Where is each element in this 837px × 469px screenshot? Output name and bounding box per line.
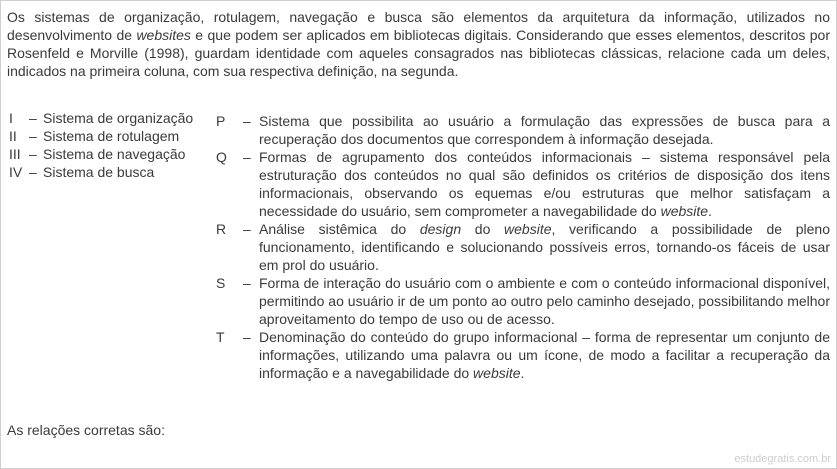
definition-text-segment: , verificando a possibilidade de pleno funcionamento, identificando e solucionando possíveis erros, tornando-os fáceis de usar em prol do usuário. xyxy=(259,221,830,273)
definition-letter: P xyxy=(216,113,226,129)
definition-italic-design: design xyxy=(419,221,462,237)
definition-row-r xyxy=(216,220,830,274)
intro-text-1: Os sistemas de organização, rotulagem, navegação e busca são elementos da arquitetura da informação, utilizados no desenvolvimento de xyxy=(7,9,830,43)
dash-separator: – xyxy=(29,110,37,126)
dash-separator: – xyxy=(243,221,251,237)
definition-text-segment: Sistema que possibilita ao usuário a formulação das expressões de busca para a recuperação dos documentos que correspondem à informação desejada. xyxy=(259,113,830,147)
dash-separator: – xyxy=(29,146,37,162)
definition-letter: T xyxy=(216,329,225,345)
definition-text-segment: . xyxy=(520,365,525,381)
system-label: Sistema de navegação xyxy=(43,146,186,162)
dash-separator: – xyxy=(29,128,37,144)
watermark: estudegratis.com.br xyxy=(734,453,831,465)
definition-letter: S xyxy=(216,275,226,291)
list-item-system-3 xyxy=(9,145,215,163)
dash-separator: – xyxy=(29,164,37,180)
system-numeral: II xyxy=(9,128,17,144)
system-numeral: I xyxy=(9,110,13,126)
dash-separator: – xyxy=(243,149,251,165)
definition-letter: R xyxy=(216,221,227,237)
definition-text-segment: Análise sistêmica do xyxy=(259,221,420,237)
intro-italic-websites: websites xyxy=(136,27,191,43)
intro-text-2: e que podem ser aplicados em bibliotecas digitais. Considerando que esses elementos, descritos por Rosenfeld e Morville (1998), guardam identidade com aqueles consagrados nas bibliotecas clássicas, relacione cada um deles, indicados na primeira coluna, com sua respectiva definição, na segunda. xyxy=(7,27,830,79)
system-label: Sistema de busca xyxy=(43,164,155,180)
list-item-system-4 xyxy=(9,163,215,181)
definitions-list xyxy=(216,112,830,382)
system-numeral: III xyxy=(9,146,21,162)
definition-text xyxy=(259,148,830,220)
definition-row-p xyxy=(216,112,830,148)
definition-text-segment: . xyxy=(708,203,712,219)
definition-text-segment: Forma de interação do usuário com o ambiente e com o conteúdo informacional disponível, permitindo ao usuário ir de um ponto ao outro pelo caminho desejado, possibilitando melhor aproveitamento do tempo de uso ou de acesso. xyxy=(259,275,830,327)
definition-text xyxy=(259,328,830,382)
list-item-system-2 xyxy=(9,127,215,145)
definition-row-s xyxy=(216,274,830,328)
system-numeral: IV xyxy=(9,164,23,180)
definition-row-t xyxy=(216,328,830,382)
list-item-system-1 xyxy=(9,109,215,127)
definition-letter: Q xyxy=(216,149,227,165)
definition-text xyxy=(259,274,830,328)
definition-text xyxy=(259,112,830,148)
definition-text xyxy=(259,220,830,274)
definition-italic-website: website xyxy=(504,221,552,237)
system-label: Sistema de rotulagem xyxy=(43,128,180,144)
definition-text-segment: do xyxy=(461,221,505,237)
dash-separator: – xyxy=(243,113,251,129)
definition-italic-website: website xyxy=(660,203,709,219)
definition-text-segment: Formas de agrupamento dos conteúdos informacionais – sistema responsável pela estruturação dos conteúdos no qual são definidos os critérios de disposição dos itens informacionais, observando os equemas e/ou estruturas que melhor satisfaçam a necessidade do usuário, sem comprometer a navegabilidade do xyxy=(259,149,830,219)
definition-italic-website: website xyxy=(473,365,521,381)
dash-separator: – xyxy=(243,275,251,291)
question-prompt: As relações corretas são: xyxy=(7,422,165,438)
definition-text-segment: Denominação do conteúdo do grupo informacional – forma de representar um conjunto de informações, utilizando uma palavra ou um ícone, de modo a facilitar a recuperação da informação e a navegabilidade do xyxy=(259,329,830,381)
definition-row-q xyxy=(216,148,830,220)
systems-list xyxy=(9,109,215,181)
question-intro xyxy=(7,8,830,80)
dash-separator: – xyxy=(243,329,251,345)
system-label: Sistema de organização xyxy=(43,110,194,126)
